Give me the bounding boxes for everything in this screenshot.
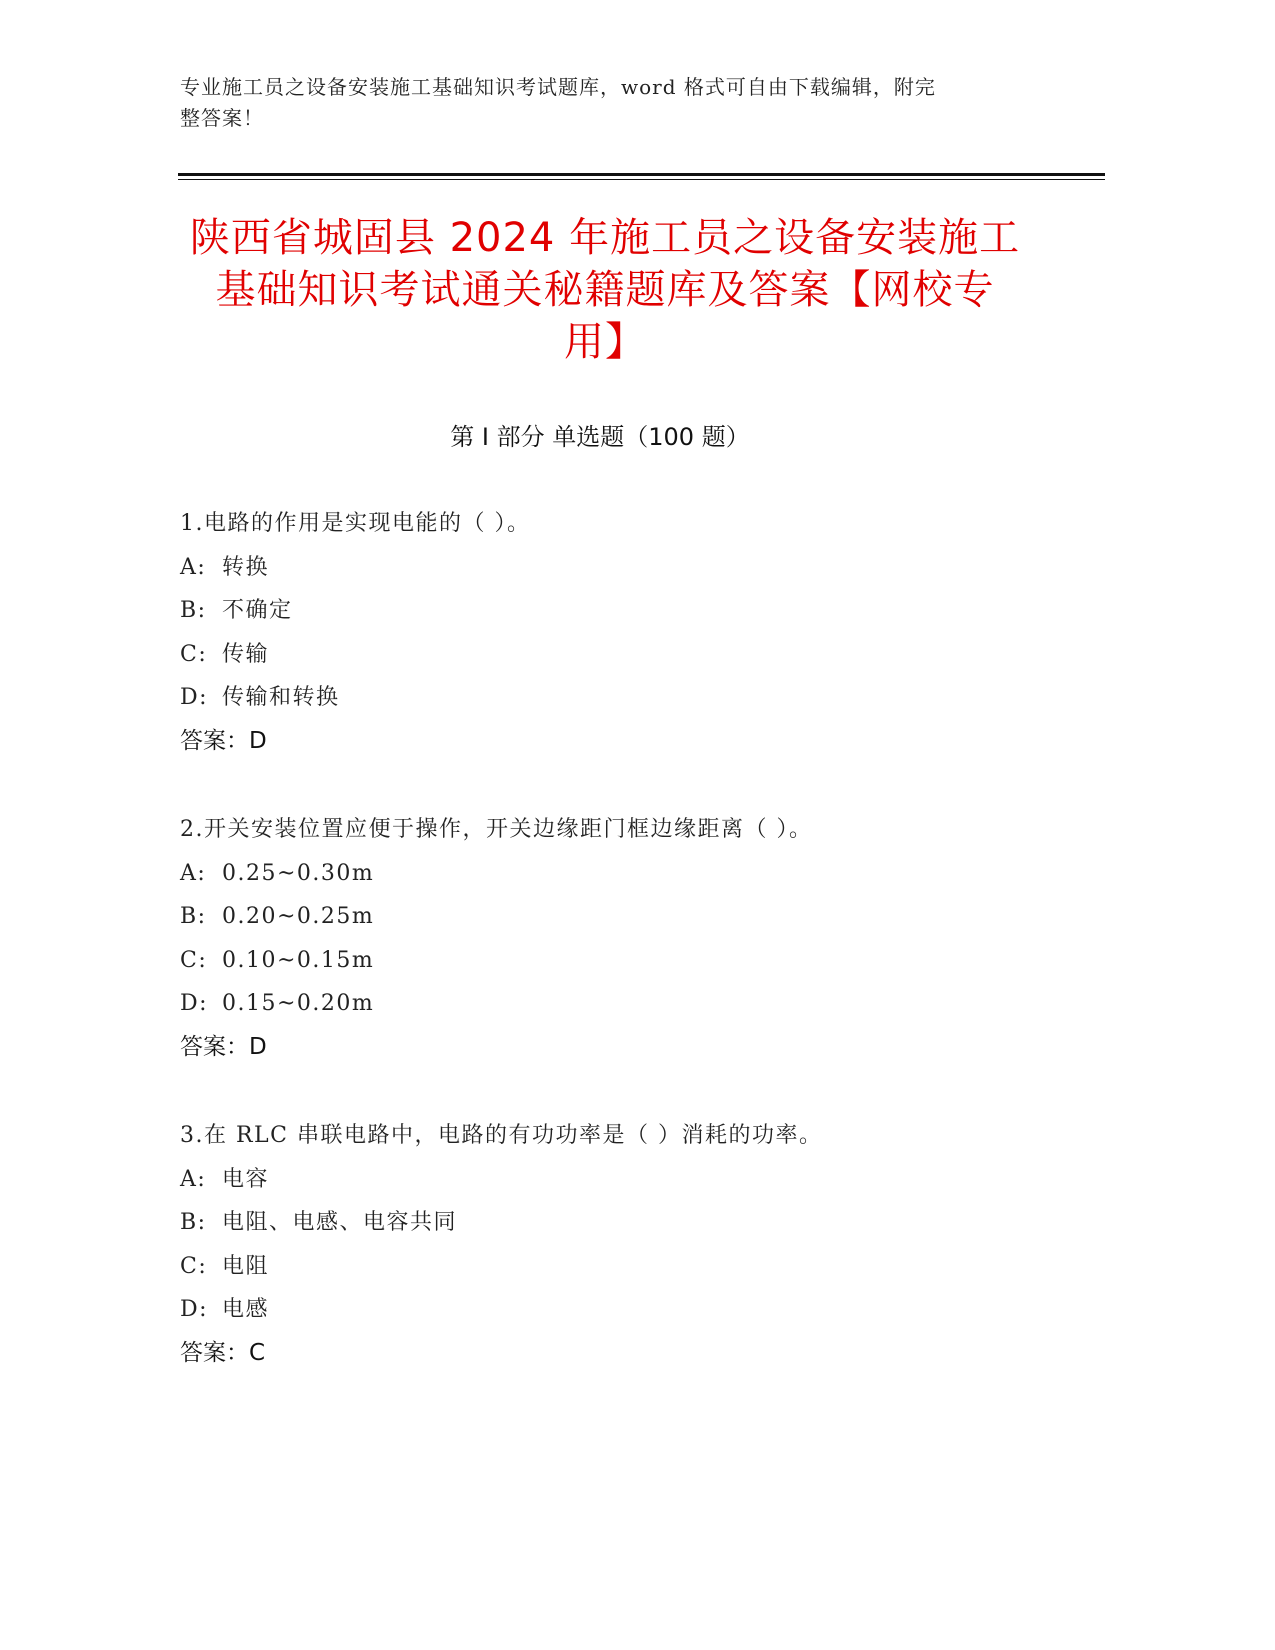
option-letter: A: bbox=[180, 554, 207, 580]
option-a bbox=[180, 546, 1080, 590]
answer-line: 答案：D bbox=[180, 1033, 267, 1060]
option-text: 0.10~0.15m bbox=[222, 947, 375, 973]
option-c bbox=[180, 939, 1080, 983]
option-letter: C: bbox=[180, 641, 208, 667]
header-note-line-1: 专业施工员之设备安装施工基础知识考试题库，word 格式可自由下载编辑，附完 bbox=[180, 75, 936, 99]
option-text: 0.20~0.25m bbox=[222, 904, 375, 929]
answer-line: 答案：C bbox=[180, 1339, 266, 1366]
option-letter: D: bbox=[180, 991, 209, 1016]
document-title-line-2: 基础知识考试通关秘籍题库及答案【网校专 bbox=[215, 267, 995, 313]
option-text: 传输和转换 bbox=[222, 685, 340, 710]
document-title bbox=[170, 212, 1040, 368]
option-text: 0.25~0.30m bbox=[222, 860, 375, 886]
option-d bbox=[180, 676, 1080, 720]
option-letter: C: bbox=[180, 947, 208, 973]
header-divider-thick bbox=[178, 173, 1105, 176]
option-c bbox=[180, 1245, 1080, 1289]
option-text: 电感 bbox=[222, 1297, 270, 1322]
option-letter: B: bbox=[180, 1210, 207, 1235]
option-b bbox=[180, 1201, 1080, 1245]
option-a bbox=[180, 852, 1080, 896]
header-note bbox=[180, 72, 1060, 134]
option-c bbox=[180, 633, 1080, 677]
option-d bbox=[180, 982, 1080, 1026]
document-title-line-1: 陕西省城固县 2024 年施工员之设备安装施工 bbox=[189, 215, 1021, 261]
question-3 bbox=[180, 1114, 1080, 1375]
question-2 bbox=[180, 808, 1080, 1069]
question-1 bbox=[180, 502, 1080, 763]
question-stem: 1.电路的作用是实现电能的（ ）。 bbox=[180, 511, 531, 536]
option-b bbox=[180, 895, 1080, 939]
option-letter: A: bbox=[180, 860, 207, 886]
option-d bbox=[180, 1288, 1080, 1332]
option-text: 电阻、电感、电容共同 bbox=[222, 1210, 458, 1235]
question-stem: 3.在 RLC 串联电路中，电路的有功功率是（ ）消耗的功率。 bbox=[180, 1123, 823, 1148]
option-text: 电阻 bbox=[222, 1253, 270, 1279]
option-letter: D: bbox=[180, 685, 209, 710]
option-letter: B: bbox=[180, 904, 207, 929]
option-text: 转换 bbox=[222, 554, 270, 580]
answer-line: 答案：D bbox=[180, 727, 267, 754]
option-b bbox=[180, 589, 1080, 633]
option-letter: C: bbox=[180, 1253, 208, 1279]
option-text: 不确定 bbox=[222, 598, 293, 623]
option-letter: A: bbox=[180, 1166, 207, 1192]
header-note-line-2: 整答案！ bbox=[180, 106, 264, 130]
document-title-line-3: 用】 bbox=[564, 319, 646, 365]
option-a bbox=[180, 1158, 1080, 1202]
section-heading: 第 I 部分 单选题（100 题） bbox=[450, 423, 750, 451]
option-text: 电容 bbox=[222, 1166, 270, 1192]
option-text: 0.15~0.20m bbox=[222, 991, 375, 1016]
option-letter: B: bbox=[180, 598, 207, 623]
option-letter: D: bbox=[180, 1297, 209, 1322]
option-text: 传输 bbox=[222, 641, 270, 667]
question-stem: 2.开关安装位置应便于操作，开关边缘距门框边缘距离（ ）。 bbox=[180, 817, 813, 842]
header-divider-thin bbox=[178, 179, 1105, 180]
